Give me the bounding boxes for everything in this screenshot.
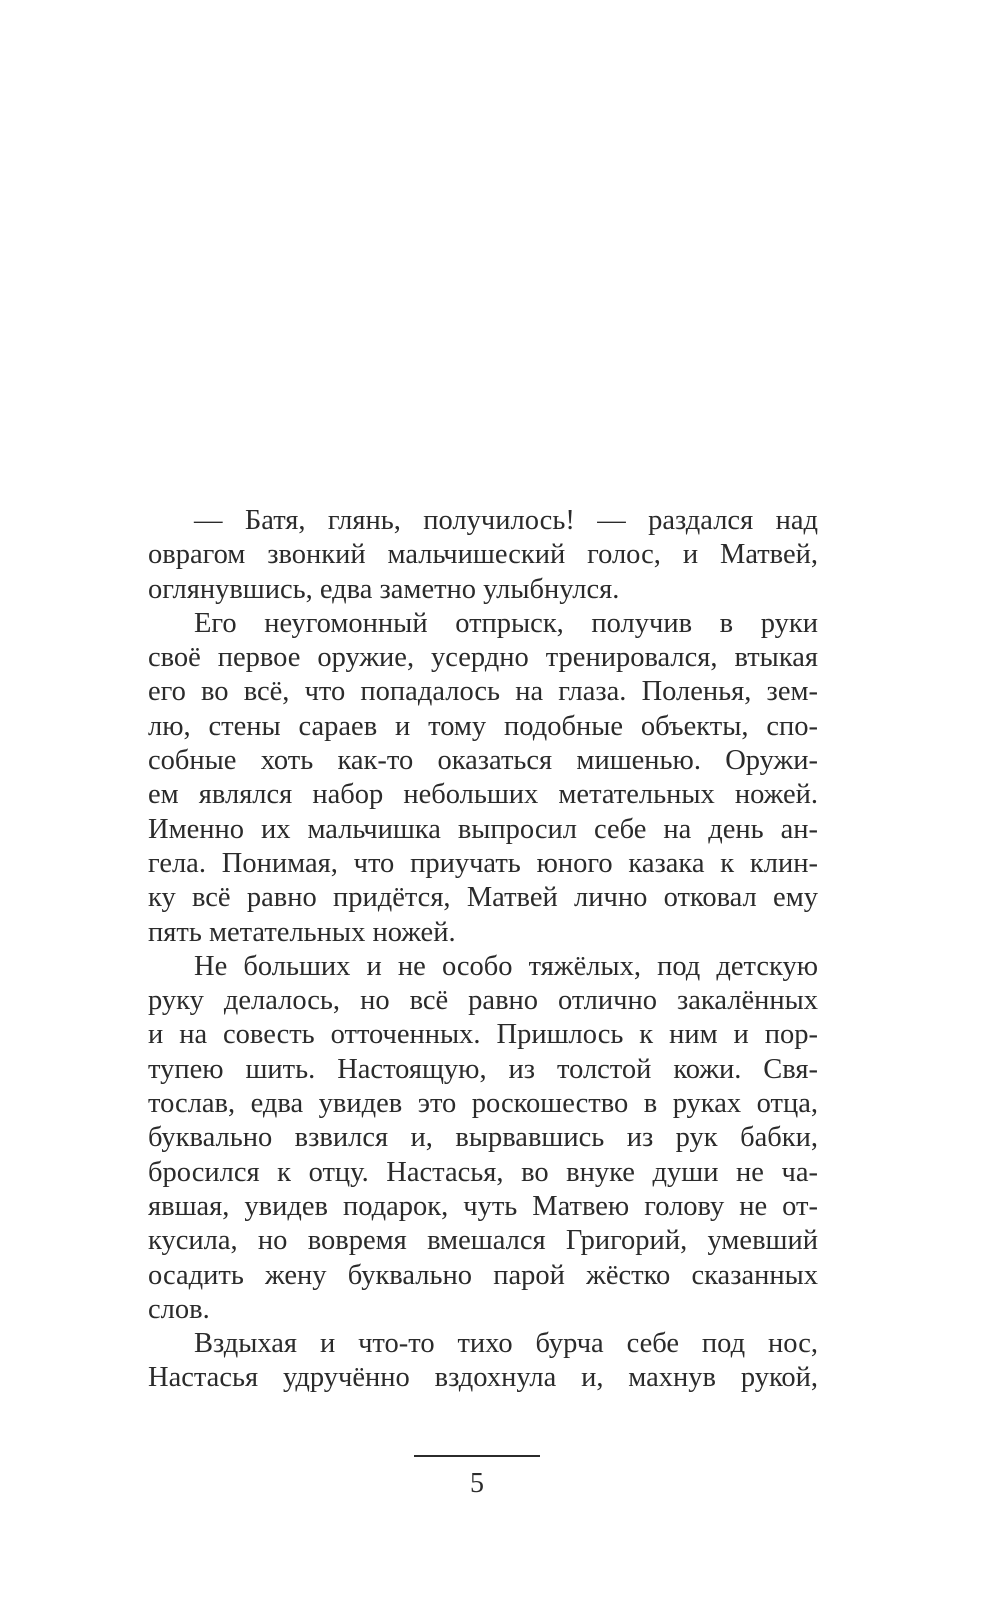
text-line: слов.	[148, 1293, 210, 1325]
text-line: оглянувшись, едва заметно улыбнулся.	[148, 573, 620, 605]
text-line: Вздыхая и что-то тихо бурча себе под нос,	[194, 1328, 818, 1360]
text-line: буквально взвился и, вырвавшись из рук бабки,	[148, 1122, 818, 1154]
text-line: Настасья удручённо вздохнула и, махнув рукой,	[148, 1362, 818, 1394]
text-line: его во всё, что попадалось на глаза. Поленья, зем-	[148, 676, 818, 708]
text-line: ку всё равно придётся, Матвей лично отковал ему	[148, 882, 818, 914]
text-line: Именно их мальчишка выпросил себе на день ан-	[148, 813, 818, 845]
text-line: пять метательных ножей.	[148, 916, 456, 948]
text-line: осадить жену буквально парой жёстко сказанных	[148, 1259, 818, 1291]
text-line: своё первое оружие, усердно тренировался, втыкая	[148, 642, 818, 674]
text-line: и на совесть отточенных. Пришлось к ним и пор-	[148, 1019, 818, 1051]
text-line: тупею шить. Настоящую, из толстой кожи. Свя-	[148, 1053, 818, 1085]
text-line: руку делалось, но всё равно отлично закалённых	[148, 985, 818, 1017]
text-line: Не больших и не особо тяжёлых, под детскую	[194, 950, 818, 982]
footer-divider	[414, 1455, 540, 1457]
text-line: оврагом звонкий мальчишеский голос, и Матвей,	[148, 539, 818, 571]
text-line: — Батя, глянь, получилось! — раздался над	[194, 505, 818, 536]
text-line: лю, стены сараев и тому подобные объекты, спо-	[148, 710, 818, 742]
text-line: тослав, едва увидев это роскошество в руках отца,	[148, 1088, 818, 1120]
text-line: собные хоть как-то оказаться мишенью. Оружи-	[148, 745, 818, 777]
text-line: Его неугомонный отпрыск, получив в руки	[194, 607, 818, 639]
text-line: явшая, увидев подарок, чуть Матвею голову не от-	[148, 1190, 818, 1222]
body-text	[148, 504, 818, 1396]
text-line: гела. Понимая, что приучать юного казака к клин-	[148, 847, 818, 879]
page-number: 5	[470, 1468, 484, 1499]
text-line: бросился к отцу. Настасья, во внуке души не ча-	[148, 1156, 818, 1188]
text-line: ем являлся набор небольших метательных ножей.	[148, 779, 818, 811]
text-line: кусила, но вовремя вмешался Григорий, умевший	[148, 1225, 818, 1257]
